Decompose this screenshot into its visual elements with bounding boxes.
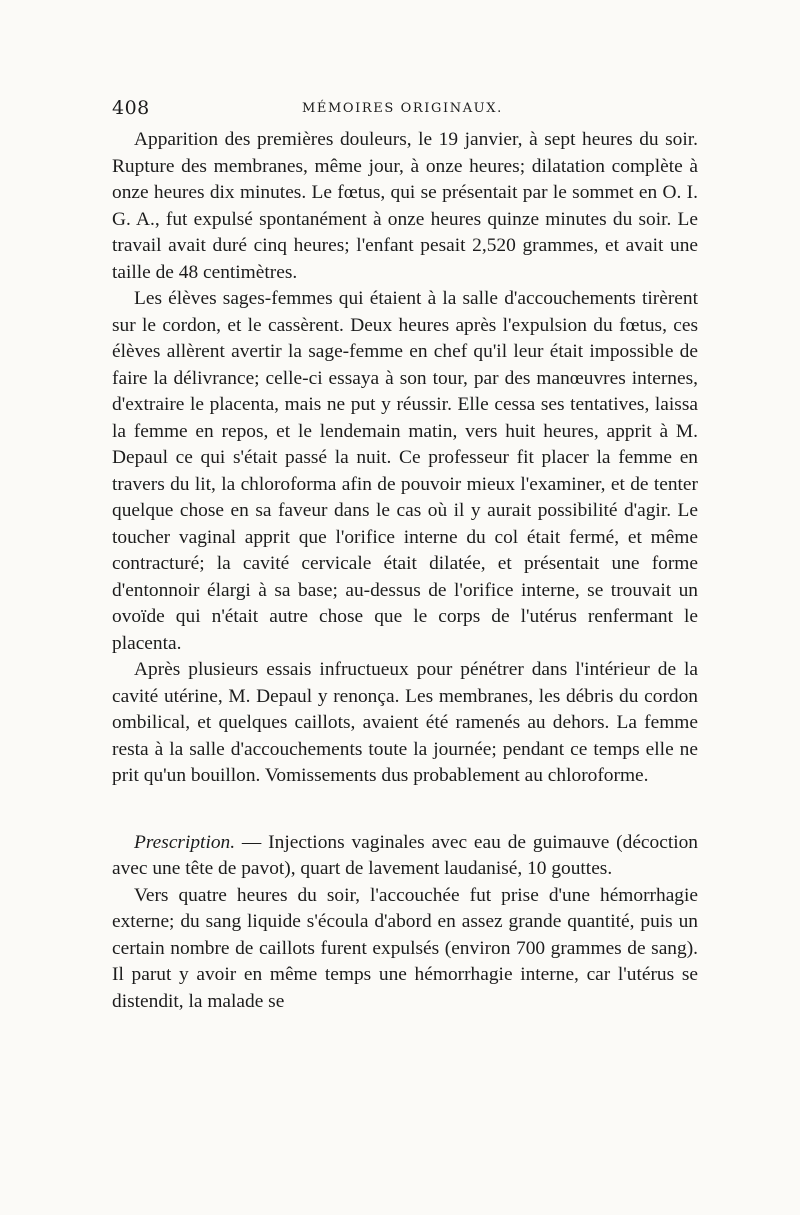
paragraph-placenta-retention: Les élèves sages-femmes qui étaient à la salle d'accouchements tirèrent sur le cordon, et le cassèrent. Deux heures après l'expulsion du fœtus, ces élèves allèrent avertir la sage-femme en chef qu'il leur était impossible de faire la délivrance; celle-ci essaya à son tour, par des manœuvres internes, d'extraire le placenta, mais ne put y réussir. Elle cessa ses tentatives, laissa la femme en repos, et le lendemain matin, vers huit heures, apprit à M. Depaul ce qui s'était passé la nuit. Ce professeur fit placer la femme en travers du lit, la chloroforma afin de pouvoir mieux l'examiner, et de tenter quelque chose en sa faveur dans le cas où il y aurait possibilité d'agir. Le toucher vaginal apprit que l'orifice interne du col était fermé, et même contracturé; la cavité cervicale était dilatée, et présentait une forme d'entonnoir élargi à sa base; au-dessus de l'orifice interne, se trouvait un ovoïde qui n'était autre chose que le corps de l'utérus renfermant le placenta. [112, 288, 698, 654]
running-title: MÉMOIRES ORIGINAUX. [302, 101, 503, 116]
prescription-label: Prescription. [134, 831, 236, 853]
prescription-text: — Injections vaginales avec eau de guimauve (décoction avec une tête de pavot), quart de lavement laudanisé, 10 gouttes. [112, 831, 698, 879]
paragraph-prescription [112, 830, 698, 883]
body-text [112, 127, 698, 1015]
page-number: 408 [112, 97, 150, 119]
paragraph-hemorrhage: Vers quatre heures du soir, l'accouchée fut prise d'une hémorrhagie externe; du sang liquide s'écoula d'abord en assez grande quantité, puis un certain nombre de caillots furent expulsés (environ 700 grammes de sang). Il parut y avoir en même temps une hémorrhagie interne, car l'utérus se distendit, la malade se [112, 884, 698, 1012]
page-header [112, 97, 698, 123]
paragraph-attempts: Après plusieurs essais infructueux pour pénétrer dans l'intérieur de la cavité utérine, M. Depaul y renonça. Les membranes, les débris du cordon ombilical, et quelques caillots, avaient été ramenés au dehors. La femme resta à la salle d'accouchements toute la journée; pendant ce temps elle ne prit qu'un bouillon. Vomissements dus probablement au chloroforme. [112, 659, 698, 786]
paragraph-labor-summary: Apparition des premières douleurs, le 19 janvier, à sept heures du soir. Rupture des membranes, même jour, à onze heures; dilatation complète à onze heures dix minutes. Le fœtus, qui se présentait par le sommet en O. I. G. A., fut expulsé spontanément à onze heures quinze minutes du soir. Le travail avait duré cinq heures; l'enfant pesait 2,520 grammes, et avait une taille de 48 centimètres. [112, 129, 698, 283]
